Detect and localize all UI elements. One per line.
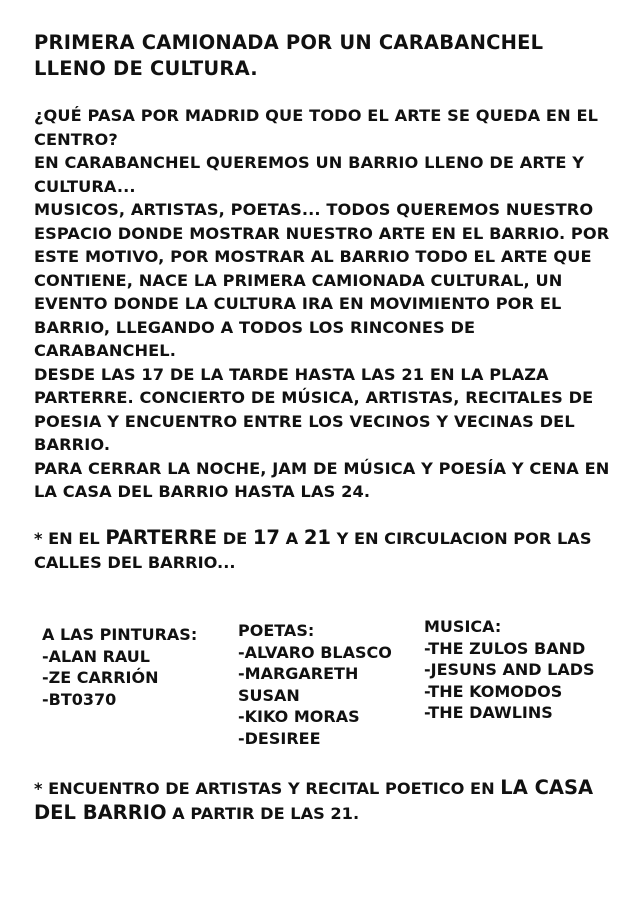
note-parterre-mid: DE [217,529,253,548]
flyer-body [34,104,614,504]
list-item: -JESUNS AND LADS [424,660,595,679]
list-item: -DESIREE [238,728,321,748]
painters-column [42,624,232,710]
painters-list [42,646,232,711]
painters-heading: A LAS PINTURAS: [42,625,198,644]
note-parterre-suffix: Y EN CIRCULACION POR LAS CALLES DEL BARRIO... [34,529,592,572]
note-casa-place: LA CASA DEL BARRIO [34,776,594,824]
note-parterre-place: PARTERRE [105,526,218,549]
note-parterre-from: 17 [252,526,280,549]
list-item: -ALVARO BLASCO [238,642,392,662]
paragraph-closing: PARA CERRAR LA NOCHE, JAM DE MÚSICA Y POESÍA Y CENA EN LA CASA DEL BARRIO HASTA LAS 24. [34,458,610,501]
note-casa-suffix: A PARTIR DE LAS 21. [166,804,360,823]
music-heading: MUSICA: [424,617,502,636]
list-item: -THE DAWLINS [424,703,553,722]
list-item: -MARGARETH SUSAN [238,664,359,705]
poets-list [238,642,423,750]
paragraph-motive: MUSICOS, ARTISTAS, POETAS... TODOS QUEREMOS NUESTRO ESPACIO DONDE MOSTRAR NUESTRO ARTE EN EL BARRIO. POR ESTE MOTIVO, POR MOSTRAR AL BARRIO TODO EL ARTE QUE CONTIENE, NACE LA PRIMERA CAMIONADA CULTURAL, UN EVENTO DONDE LA CULTURA IRA EN MOVIMIENTO POR EL BARRIO, LLEGANDO A TODOS LOS RINCONES DE CARABANCHEL. [34,200,610,360]
music-list [424,638,634,724]
list-item: -KIKO MORAS [238,707,360,726]
flyer-title: PRIMERA CAMIONADA POR UN CARABANCHEL LLENO DE CULTURA. [34,31,544,80]
list-item: -ZE CARRIÓN [42,668,159,687]
note-casa-del-barrio [34,776,624,826]
poets-column [238,620,423,749]
note-parterre-a: A [280,529,304,548]
note-parterre [34,526,624,575]
list-item: -ALAN RAUL [42,646,150,666]
music-column [424,616,634,724]
note-parterre-prefix: * EN EL [34,529,106,548]
paragraph-question: ¿QUÉ PASA POR MADRID QUE TODO EL ARTE SE QUEDA EN EL CENTRO? [34,106,599,149]
note-parterre-to: 21 [303,526,331,549]
list-item: -THE KOMODOS [424,681,563,701]
poets-heading: POETAS: [238,621,315,640]
paragraph-schedule: DESDE LAS 17 DE LA TARDE HASTA LAS 21 EN LA PLAZA PARTERRE. CONCIERTO DE MÚSICA, ARTISTAS, RECITALES DE POESIA Y ENCUENTRO ENTRE LOS VECINOS Y VECINAS DEL BARRIO. [34,364,594,454]
paragraph-intro: EN CARABANCHEL QUEREMOS UN BARRIO LLENO DE ARTE Y CULTURA... [34,153,585,196]
note-casa-prefix: * ENCUENTRO DE ARTISTAS Y RECITAL POETICO EN [34,779,501,798]
list-item: -THE ZULOS BAND [424,638,586,658]
list-item: -BT0370 [42,689,117,709]
